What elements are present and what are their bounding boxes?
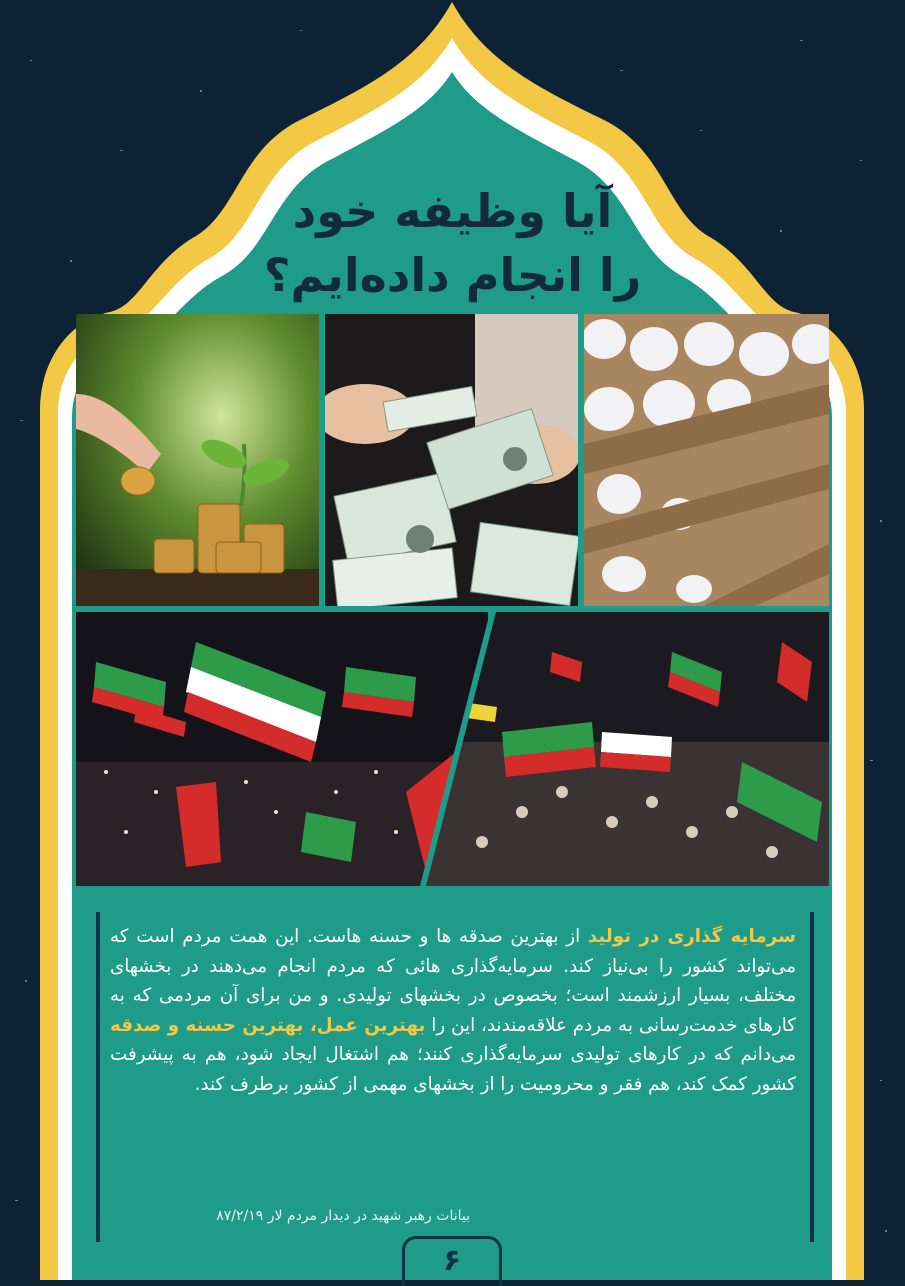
page-number: ۶ (402, 1236, 502, 1286)
title-line-1: آیا وظیفه خود (292, 183, 613, 238)
left-text-rule (96, 912, 100, 1242)
quote-part-1: از بهترین صدقه ها و حسنه هاست. این همت مردم است که می‌تواند کشور را بی‌نیاز کند. سرمایه‌گذاری هائی که مردم انجام می‌دهند در بخشهای مختلف، بسیار ارزشمند است؛ بخصوص در بخشهای تولیدی. و من برای آن مردمی که به کارهای خدمت‌رسانی به مردم علاقه‌مندند، این را (110, 926, 797, 1036)
quote-part-2: می‌دانم که در کارهای تولیدی سرمایه‌گذاری کنند؛ هم اشتغال ایجاد شود، هم به پیشرفت کشور کمک کند، هم فقر و محرومیت را از بخشهای مهمی از کشور برطرف کند. (110, 1044, 796, 1095)
highlight-best-deed: بهترین عمل، بهترین حسنه و صدقه (110, 1014, 426, 1036)
quote-source: بیانات رهبر شهید در دیدار مردم لار ۸۷/۲/۱۹ (216, 1208, 470, 1224)
highlight-investment: سرمایه گذاری در تولید (587, 926, 796, 947)
right-text-rule (810, 912, 814, 1242)
quote-text (110, 922, 796, 1100)
title-line-2: را انجام داده‌ایم؟ (263, 247, 642, 302)
